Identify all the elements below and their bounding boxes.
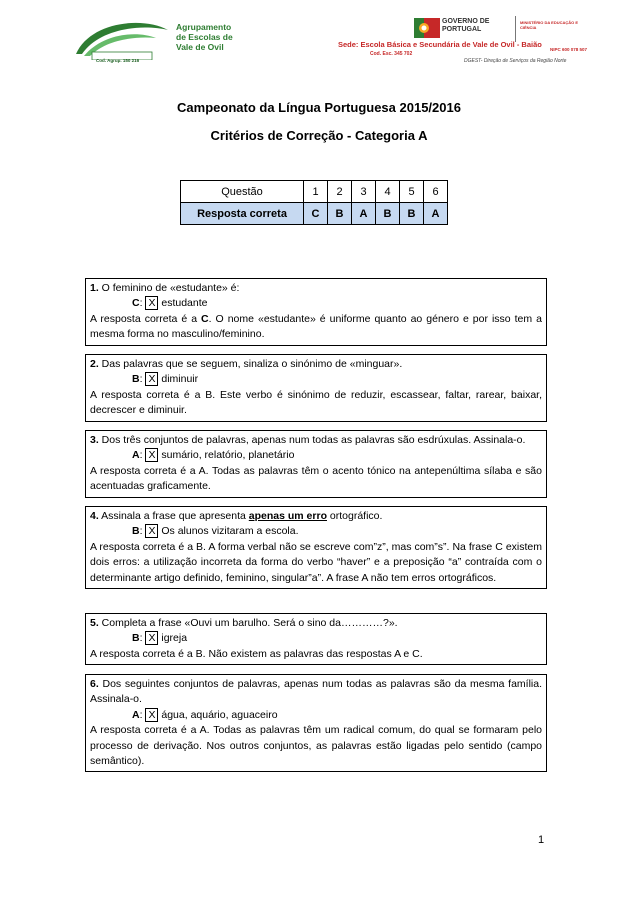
school-headquarters: Sede: Escola Básica e Secundária de Vale de Ovil - Baião bbox=[338, 40, 542, 49]
question-number-label: 4. bbox=[90, 510, 99, 522]
question-text: 5. Completa a frase «Ouvi um barulho. Será o sino da…………?». bbox=[90, 617, 398, 629]
answer-letter: B bbox=[132, 632, 140, 645]
page-subtitle: Critérios de Correção - Categoria A bbox=[210, 128, 428, 143]
answer-check-mark: X bbox=[145, 631, 158, 645]
explanation: A resposta correta é a A. Todas as palavras têm um radical comum, do qual se formaram pelo processo de derivação. Nos outros conjuntos, as palavras estão ligadas pelo sentido (campo semântico). bbox=[90, 724, 542, 768]
question-text: 1. O feminino de «estudante» é: bbox=[90, 282, 240, 294]
question-number-label: 1. bbox=[90, 282, 99, 294]
question-number-label: 5. bbox=[90, 617, 99, 629]
page-title: Campeonato da Língua Portuguesa 2015/2016 bbox=[177, 100, 461, 115]
question-box-6 bbox=[85, 674, 547, 772]
answer-line: B: X diminuir bbox=[132, 373, 199, 386]
portugal-flag-icon bbox=[414, 18, 440, 38]
question-text: 2. Das palavras que se seguem, sinaliza o sinónimo de «minguar». bbox=[90, 358, 403, 370]
emphasis-underline: apenas um erro bbox=[248, 510, 327, 522]
correct-answer: B bbox=[400, 203, 424, 225]
question-box-3 bbox=[85, 430, 547, 498]
answer-row-label: Resposta correta bbox=[181, 203, 304, 225]
answer-line: A: X sumário, relatório, planetário bbox=[132, 449, 295, 462]
question-box-2 bbox=[85, 354, 547, 422]
answer-letter: A bbox=[132, 449, 140, 462]
school-name-line3: Vale de Ovil bbox=[176, 42, 224, 52]
question-text: 3. Dos três conjuntos de palavras, apenas num todas as palavras são esdrúxulas. Assinala-o. bbox=[90, 434, 526, 446]
question-number-label: 3. bbox=[90, 434, 99, 446]
answer-option: sumário, relatório, planetário bbox=[158, 449, 295, 462]
government-name bbox=[442, 18, 489, 34]
correct-answer: B bbox=[328, 203, 352, 225]
government-logo bbox=[338, 14, 608, 68]
explanation: A resposta correta é a B. Não existem as palavras das respostas A e C. bbox=[90, 647, 423, 660]
school-code: Cod. Agrup. 150 216 bbox=[96, 58, 140, 63]
answer-check-mark: X bbox=[145, 524, 158, 538]
ministry-name: MINISTÉRIO DA EDUCAÇÃO E CIÊNCIA bbox=[520, 20, 579, 30]
correct-answer: A bbox=[352, 203, 376, 225]
answer-option: diminuir bbox=[158, 373, 199, 386]
question-number: 3 bbox=[352, 181, 376, 203]
answer-option: água, aquário, aguaceiro bbox=[158, 708, 278, 721]
school-logo-arc-icon bbox=[72, 14, 172, 60]
answer-line: A: X água, aquário, aguaceiro bbox=[132, 708, 278, 721]
question-number: 4 bbox=[376, 181, 400, 203]
answer-letter: B bbox=[132, 525, 140, 538]
answer-check-mark: X bbox=[145, 372, 158, 386]
nipc-line: NIPC 600 078 507 bbox=[550, 47, 588, 52]
explanation: A resposta correta é a A. Todas as palavras têm o acento tónico na antepenúltima sílaba e são acentuadas graficamente. bbox=[90, 464, 542, 493]
answer-letter: B bbox=[132, 373, 140, 386]
question-text: 6. Dos seguintes conjuntos de palavras, apenas num todas as palavras são da mesma família. Assinala-o. bbox=[90, 678, 542, 706]
school-name bbox=[176, 22, 233, 52]
government-name-line1: GOVERNO DE bbox=[442, 18, 490, 25]
answer-option: estudante bbox=[158, 297, 208, 310]
question-box-5 bbox=[85, 613, 547, 665]
correct-answer: C bbox=[304, 203, 328, 225]
dgest-line: DGEST- Direção de Serviços da Região Norte bbox=[464, 58, 567, 64]
answer-letter: A bbox=[132, 708, 140, 721]
answer-table bbox=[180, 180, 448, 225]
question-number-label: 2. bbox=[90, 358, 99, 370]
question-number: 2 bbox=[328, 181, 352, 203]
answer-letter: C bbox=[132, 297, 140, 310]
page-number: 1 bbox=[538, 834, 545, 846]
question-number: 5 bbox=[400, 181, 424, 203]
answer-line: C: X estudante bbox=[132, 297, 208, 310]
explanation: A resposta correta é a B. A forma verbal não se escreve com”z”, mas com”s”. Na frase C existem dois erros: a utilização incorreta da forma do verbo “haver” e a preposição “a” contraída com o determinante artigo definido, feminino, singular”a”. A frase A não tem erros ortográficos. bbox=[90, 540, 542, 584]
explanation: A resposta correta é a C. O nome «estudante» é uniforme quanto ao género e por isso tem a mesma forma no masculino/feminino. bbox=[90, 312, 542, 341]
answer-option: Os alunos vizitaram a escola. bbox=[158, 525, 299, 538]
school-name-line2: de Escolas de bbox=[176, 32, 233, 42]
correct-answer: B bbox=[376, 203, 400, 225]
correct-answer: A bbox=[424, 203, 448, 225]
school-code-line: Cod. Esc. 345 702 bbox=[370, 51, 413, 57]
question-text: 4. Assinala a frase que apresenta apenas um erro ortográfico. bbox=[90, 510, 383, 522]
question-number: 1 bbox=[304, 181, 328, 203]
government-name-line2: PORTUGAL bbox=[442, 26, 482, 33]
header-divider bbox=[515, 16, 516, 42]
answer-line: B: X igreja bbox=[132, 632, 188, 645]
answer-row bbox=[181, 203, 448, 225]
school-logo bbox=[72, 14, 252, 68]
question-row-label: Questão bbox=[181, 181, 304, 203]
question-box-1 bbox=[85, 278, 547, 346]
school-name-line1: Agrupamento bbox=[176, 22, 232, 32]
answer-check-mark: X bbox=[145, 708, 158, 722]
question-box-4 bbox=[85, 506, 547, 589]
answer-check-mark: X bbox=[145, 448, 158, 462]
answer-option: igreja bbox=[158, 632, 188, 645]
question-number-label: 6. bbox=[90, 678, 99, 690]
answer-check-mark: X bbox=[145, 296, 158, 310]
page-header bbox=[0, 0, 638, 80]
explanation: A resposta correta é a B. Este verbo é sinónimo de reduzir, escassear, faltar, rarear, baixar, decrescer e diminuir. bbox=[90, 388, 542, 417]
question-number: 6 bbox=[424, 181, 448, 203]
question-row bbox=[181, 181, 448, 203]
answer-line: B: X Os alunos vizitaram a escola. bbox=[132, 525, 299, 538]
